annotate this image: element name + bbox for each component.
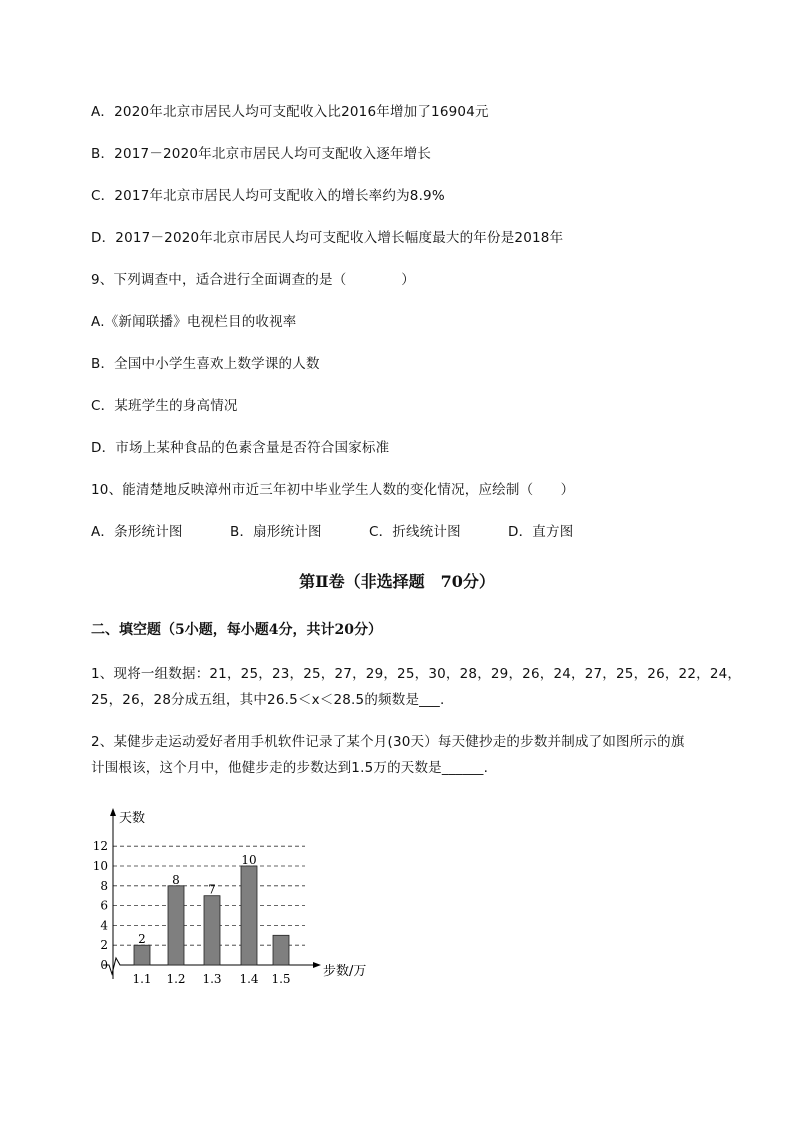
x-axis-label: 步数/万 xyxy=(323,964,367,979)
bar-value-label: 8 xyxy=(172,872,180,887)
bar xyxy=(134,945,150,965)
q10-option-c: C．折线统计图 xyxy=(369,524,461,540)
fill-q2-line2: 计围根该，这个月中，他健步走的步数达到1.5万的天数是______. xyxy=(91,760,489,776)
bar-value-label: 10 xyxy=(241,853,257,867)
q8-option-d: D．2017－2020年北京市居民人均可支配收入增长幅度最大的年份是2018年 xyxy=(91,230,564,246)
q10-stem: 10、能清楚地反映漳州市近三年初中毕业学生人数的变化情况，应绘制（ ） xyxy=(91,482,575,498)
q8-option-c: C．2017年北京市居民人均可支配收入的增长率约为8.9% xyxy=(91,188,445,204)
y-axis-arrow xyxy=(110,808,116,816)
fill-q2-line1: 2、某健步走运动爱好者用手机软件记录了某个月(30天）每天健抄走的步数并制成了如图所示的旗 xyxy=(91,734,685,750)
x-tick-label: 1.1 xyxy=(132,972,152,986)
x-tick-label: 1.5 xyxy=(271,972,291,986)
y-tick-label: 10 xyxy=(92,859,108,873)
bar xyxy=(273,935,289,965)
part-title: 二、填空题（5小题，每小题4分，共计20分） xyxy=(91,622,382,638)
q9-option-d: D．市场上某种食品的色素含量是否符合国家标准 xyxy=(91,440,390,456)
bar xyxy=(204,896,220,965)
x-tick-label: 1.4 xyxy=(239,972,259,986)
steps-bar-chart xyxy=(90,800,390,990)
q9-option-c: C．某班学生的身高情况 xyxy=(91,398,238,414)
q8-option-a: A．2020年北京市居民人均可支配收入比2016年增加了16904元 xyxy=(91,104,489,120)
bar xyxy=(241,866,257,965)
q9-option-b: B．全国中小学生喜欢上数学课的人数 xyxy=(91,356,320,372)
x-tick-label: 1.2 xyxy=(166,972,186,986)
q8-option-b: B．2017－2020年北京市居民人均可支配收入逐年增长 xyxy=(91,146,432,162)
q10-options xyxy=(91,520,573,540)
fill-q1-line1: 1、现将一组数据：21，25，23，25，27，29，25，30，28，29，26，24，27，25，26，22，24， xyxy=(91,666,742,682)
section-title: 第Ⅱ卷（非选择题 70分） xyxy=(299,572,495,591)
y-tick-label: 8 xyxy=(100,878,108,893)
y-tick-label: 0 xyxy=(100,958,108,972)
bar xyxy=(168,886,184,965)
y-tick-label: 4 xyxy=(100,918,108,933)
y-tick-label: 2 xyxy=(100,938,108,953)
y-tick-label: 6 xyxy=(100,898,108,913)
q10-option-d: D．直方图 xyxy=(508,524,574,540)
fill-q1-line2: 25，26，28分成五组，其中26.5＜x＜28.5的频数是___. xyxy=(91,692,445,708)
bar-value-label: 7 xyxy=(208,882,216,897)
q10-option-a: A．条形统计图 xyxy=(91,524,183,540)
x-tick-label: 1.3 xyxy=(202,972,222,986)
y-axis-label: 天数 xyxy=(119,811,146,826)
bar-value-label: 2 xyxy=(138,932,146,947)
y-tick-label: 12 xyxy=(92,839,108,854)
q9-option-a: A.《新闻联播》电视栏目的收视率 xyxy=(91,314,297,330)
x-axis-arrow xyxy=(313,962,321,968)
q9-stem: 9、下列调查中，适合进行全面调查的是（ ） xyxy=(91,272,415,288)
q10-option-b: B．扇形统计图 xyxy=(230,524,322,540)
